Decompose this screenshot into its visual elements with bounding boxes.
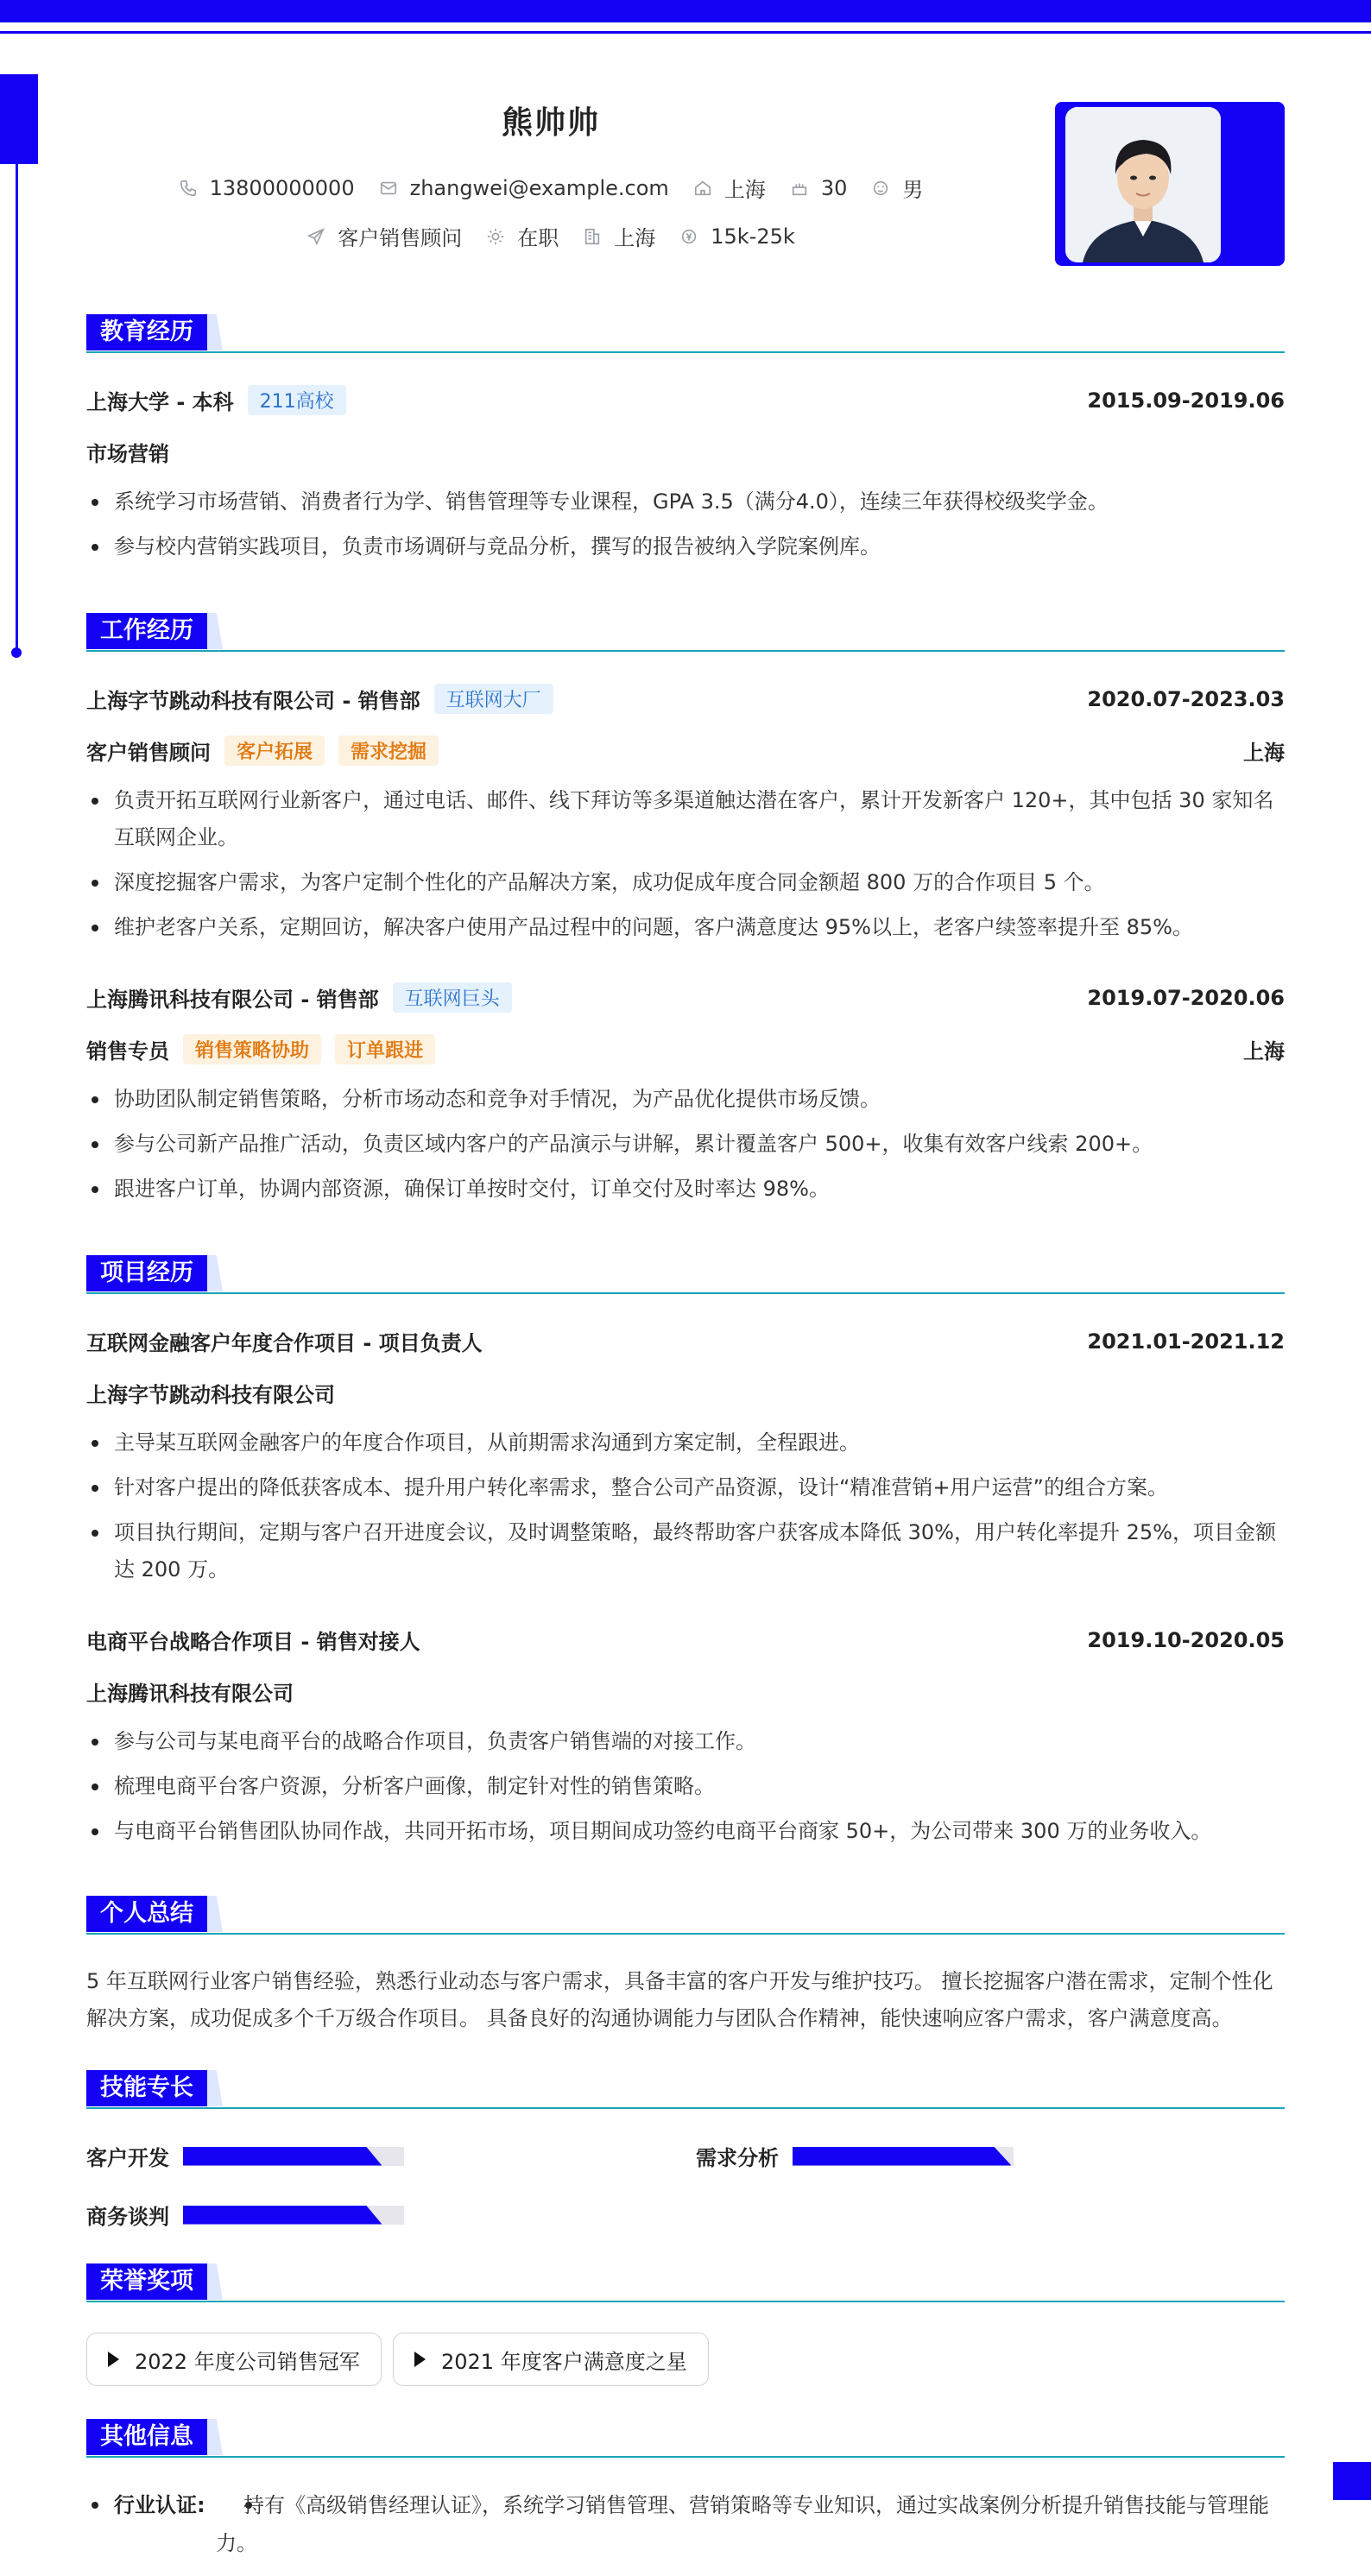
school-name: 上海大学 - 本科 bbox=[86, 390, 234, 414]
section-other-title: 其他信息 bbox=[86, 2419, 207, 2455]
job-1-skill-tag: 客户拓展 bbox=[224, 736, 325, 766]
skill-bar-fill bbox=[183, 2206, 382, 2225]
job-2-skill-tag: 订单跟进 bbox=[335, 1034, 435, 1064]
list-item: 项目执行期间，定期与客户召开进度会议，及时调整策略，最终帮助客户获客成本降低 30%，用户转化率提升 25%，项目金额达 200 万。 bbox=[86, 1514, 1285, 1588]
skill-item bbox=[86, 2200, 404, 2230]
job-1-location: 上海 bbox=[1243, 741, 1285, 765]
contact-row-job bbox=[0, 221, 1102, 251]
job-1-date: 2020.07-2023.03 bbox=[1087, 686, 1285, 711]
job-2-location: 上海 bbox=[1243, 1039, 1285, 1064]
award-chip bbox=[86, 2333, 382, 2386]
profile-photo bbox=[1065, 107, 1221, 262]
project-2-company: 上海腾讯科技有限公司 bbox=[86, 1682, 294, 1706]
email-text: zhangwei@example.com bbox=[409, 175, 669, 200]
education-row bbox=[86, 385, 1285, 415]
project-2-row bbox=[86, 1625, 1285, 1655]
job-2-row bbox=[86, 982, 1285, 1013]
skill-name: 商务谈判 bbox=[86, 2205, 169, 2229]
play-triangle-icon bbox=[108, 2352, 119, 2367]
list-item: 跟进客户订单，协调内部资源，确保订单按时交付，订单交付及时率达 98%。 bbox=[86, 1171, 1285, 1208]
project-2-name: 电商平台战略合作项目 - 销售对接人 bbox=[86, 1630, 420, 1654]
job-1-role: 客户销售顾问 bbox=[86, 741, 211, 765]
right-accent-block bbox=[1333, 2462, 1371, 2500]
job-salary bbox=[679, 224, 795, 249]
list-item: 与电商平台销售团队协同作战，共同开拓市场，项目期间成功签约电商平台商家 50+，为公司带来 300 万的业务收入。 bbox=[86, 1813, 1285, 1850]
job-2-bullets bbox=[86, 1081, 1285, 1215]
award-chip bbox=[393, 2333, 709, 2386]
section-honors bbox=[86, 2263, 1285, 2303]
contact-email bbox=[379, 176, 669, 200]
section-summary bbox=[86, 1896, 1285, 1935]
status-text: 在职 bbox=[517, 226, 559, 250]
play-triangle-icon bbox=[414, 2352, 426, 2367]
contact-age bbox=[790, 176, 848, 200]
list-item: 针对客户提出的降低获客成本、提升用户转化率需求，整合公司产品资源，设计“精准营销+用户运营”的组合方案。 bbox=[86, 1469, 1285, 1506]
top-accent-line bbox=[0, 31, 1371, 34]
job-2-skill-tag: 销售策略协助 bbox=[183, 1034, 321, 1064]
job-2-company: 上海腾讯科技有限公司 - 销售部 bbox=[86, 988, 379, 1012]
section-work-title: 工作经历 bbox=[86, 613, 207, 649]
candidate-name: 熊帅帅 bbox=[501, 105, 600, 141]
left-accent-dot bbox=[11, 647, 22, 658]
contact-phone bbox=[179, 176, 355, 200]
status-icon bbox=[486, 227, 505, 246]
section-education bbox=[86, 314, 1285, 354]
section-skills-title: 技能专长 bbox=[86, 2070, 207, 2106]
skill-bar-fill bbox=[793, 2147, 1011, 2166]
phone-icon bbox=[179, 179, 198, 198]
major-row bbox=[86, 437, 1285, 467]
list-item: 参与公司新产品推广活动，负责区域内客户的产品演示与讲解，累计覆盖客户 500+，收集有效客户线索 200+。 bbox=[86, 1126, 1285, 1163]
education-bullets bbox=[86, 483, 1285, 573]
position-text: 客户销售顾问 bbox=[338, 226, 463, 250]
section-summary-title: 个人总结 bbox=[86, 1896, 207, 1932]
project-1-company-row bbox=[86, 1378, 1285, 1408]
target-city-text: 上海 bbox=[614, 226, 656, 250]
job-status bbox=[486, 221, 559, 251]
skill-item bbox=[696, 2141, 1014, 2171]
top-accent-bar bbox=[0, 0, 1371, 22]
building-icon bbox=[583, 227, 602, 246]
section-other bbox=[86, 2419, 1285, 2459]
other-info-value: 持有《高级销售经理认证》，系统学习销售管理、营销策略等专业知识，通过实战案例分析提升销售技能与管理能力。 bbox=[216, 2493, 1269, 2555]
phone-text: 13800000000 bbox=[209, 175, 355, 200]
job-1-bullets bbox=[86, 782, 1285, 954]
project-1-bullets bbox=[86, 1424, 1285, 1596]
list-item: 梳理电商平台客户资源，分析客户画像，制定针对性的销售策略。 bbox=[86, 1768, 1285, 1805]
section-honors-title: 荣誉奖项 bbox=[86, 2263, 207, 2300]
skill-bar bbox=[183, 2147, 404, 2166]
list-item: 参与校内营销实践项目，负责市场调研与竞品分析，撰写的报告被纳入学院案例库。 bbox=[86, 528, 1285, 565]
list-item: 深度挖掘客户需求，为客户定制个性化的产品解决方案，成功促成年度合同金额超 800 万的合作项目 5 个。 bbox=[86, 864, 1285, 901]
skill-bar bbox=[793, 2147, 1014, 2166]
job-1-role-row bbox=[86, 736, 1285, 766]
list-item: 参与公司与某电商平台的战略合作项目，负责客户销售端的对接工作。 bbox=[86, 1723, 1285, 1760]
award-text: 2021 年度客户满意度之星 bbox=[441, 2349, 687, 2374]
list-item: 主导某互联网金融客户的年度合作项目，从前期需求沟通到方案定制，全程跟进。 bbox=[86, 1424, 1285, 1462]
skill-bar-fill bbox=[183, 2147, 382, 2166]
age-text: 30 bbox=[820, 175, 848, 200]
list-item: 系统学习市场营销、消费者行为学、销售管理等专业课程，GPA 3.5（满分4.0），连续三年获得校级奖学金。 bbox=[86, 483, 1285, 521]
job-2-tag: 互联网巨头 bbox=[393, 982, 512, 1013]
gender-icon bbox=[871, 179, 890, 198]
send-icon bbox=[306, 227, 325, 246]
section-work bbox=[86, 613, 1285, 653]
project-1-name: 互联网金融客户年度合作项目 - 项目负责人 bbox=[86, 1331, 483, 1355]
job-1-company: 上海字节跳动科技有限公司 - 销售部 bbox=[86, 689, 420, 713]
job-2-role: 销售专员 bbox=[86, 1039, 169, 1064]
job-2-date: 2019.07-2020.06 bbox=[1087, 985, 1285, 1010]
project-1-row bbox=[86, 1326, 1285, 1356]
gender-text: 男 bbox=[902, 178, 924, 202]
project-2-bullets bbox=[86, 1723, 1285, 1858]
job-2-role-row bbox=[86, 1034, 1285, 1064]
project-2-date: 2019.10-2020.05 bbox=[1087, 1627, 1285, 1652]
contact-gender bbox=[871, 173, 923, 203]
section-projects bbox=[86, 1255, 1285, 1295]
list-item: 负责开拓互联网行业新客户，通过电话、邮件、线下拜访等多渠道触达潜在客户，累计开发新客户 120+，其中包括 30 家知名互联网企业。 bbox=[86, 782, 1285, 856]
project-2-company-row bbox=[86, 1676, 1285, 1707]
list-item: 维护老客户关系，定期回访，解决客户使用产品过程中的问题，客户满意度达 95%以上，老客户续签率提升至 85%。 bbox=[86, 909, 1285, 946]
award-text: 2022 年度公司销售冠军 bbox=[135, 2349, 360, 2374]
section-skills bbox=[86, 2070, 1285, 2110]
job-position bbox=[306, 221, 462, 251]
list-item: 协助团队制定销售策略，分析市场动态和竞争对手情况，为产品优化提供市场反馈。 bbox=[86, 1081, 1285, 1118]
mail-icon bbox=[379, 179, 398, 198]
salary-icon bbox=[679, 227, 698, 246]
skill-item bbox=[86, 2141, 404, 2171]
section-projects-title: 项目经历 bbox=[86, 1255, 207, 1291]
job-1-tag: 互联网大厂 bbox=[434, 684, 553, 714]
skill-bar bbox=[183, 2206, 404, 2225]
major-name: 市场营销 bbox=[86, 442, 169, 466]
home-icon bbox=[693, 179, 712, 198]
salary-text: 15k-25k bbox=[711, 224, 795, 249]
job-1-row bbox=[86, 684, 1285, 714]
skill-name: 需求分析 bbox=[696, 2146, 779, 2170]
age-icon bbox=[790, 179, 809, 198]
contact-city bbox=[693, 173, 766, 203]
school-tag: 211高校 bbox=[248, 385, 346, 415]
section-education-title: 教育经历 bbox=[86, 314, 207, 350]
education-date: 2015.09-2019.06 bbox=[1087, 388, 1285, 413]
job-1-skill-tag: 需求挖掘 bbox=[338, 736, 439, 766]
job-target-city bbox=[583, 221, 655, 251]
city-text: 上海 bbox=[723, 178, 766, 202]
contact-row-basic bbox=[0, 173, 1102, 203]
summary-text: 5 年互联网行业客户销售经验，熟悉行业动态与客户需求，具备丰富的客户开发与维护技巧。 擅长挖掘客户潜在需求，定制个性化解决方案，成功促成多个千万级合作项目。 具备良好的沟通协调能力与团队合作精神，能快速响应客户需求，客户满意度高。 bbox=[86, 1969, 1273, 2030]
other-info-key: 行业认证: bbox=[114, 2493, 205, 2517]
project-1-date: 2021.01-2021.12 bbox=[1087, 1329, 1285, 1354]
skill-name: 客户开发 bbox=[86, 2146, 169, 2170]
project-1-company: 上海字节跳动科技有限公司 bbox=[86, 1383, 335, 1407]
